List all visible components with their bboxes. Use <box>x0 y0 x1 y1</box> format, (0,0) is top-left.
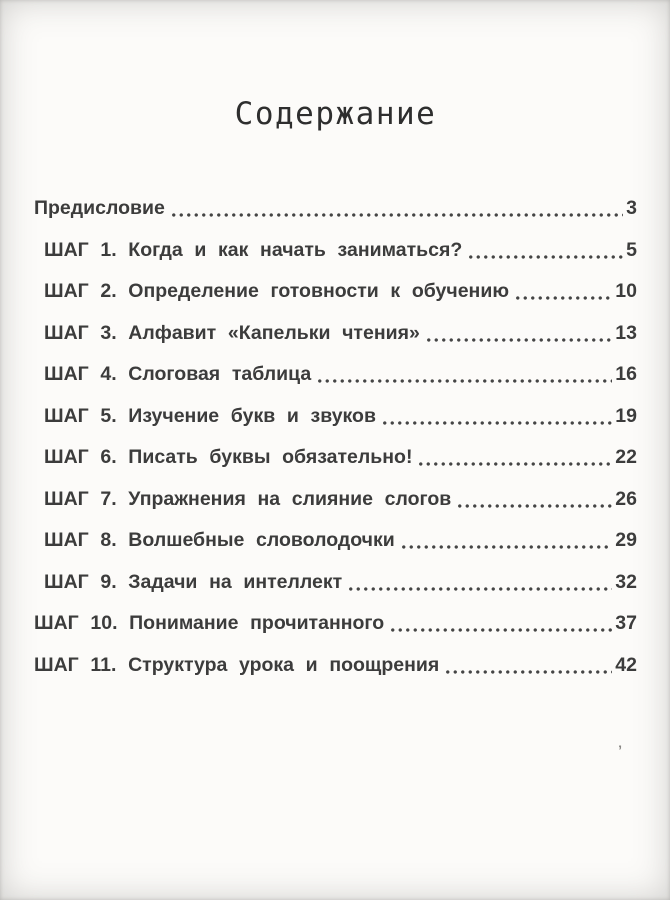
toc-entry-label: ШАГ 2. Определение готовности к обучению <box>44 280 509 302</box>
dot-leader <box>417 462 612 466</box>
toc-entry-label: ШАГ 7. Упражнения на слияние слогов <box>44 487 452 510</box>
toc-entry-label: ШАГ 6. Писать буквы обязательно! <box>44 446 413 468</box>
toc-entry-label: ШАГ 8. Волшебные словолодочки <box>44 529 395 551</box>
toc-entry-page: 26 <box>615 487 637 510</box>
toc-entry-page: 29 <box>615 529 637 551</box>
toc-entry <box>34 279 637 303</box>
toc-entry-page: 13 <box>615 321 637 344</box>
toc-entry-page: 32 <box>615 570 637 593</box>
dot-leader <box>381 421 612 425</box>
page-content <box>34 0 637 694</box>
toc-entry-label: Предисловие <box>34 197 165 219</box>
toc-entry-label: ШАГ 5. Изучение букв и звуков <box>44 404 376 427</box>
dot-leader <box>347 587 612 591</box>
scan-artifact-speck: ’ <box>618 742 622 758</box>
toc-entry <box>34 570 637 594</box>
toc-entry-page: 5 <box>626 238 637 261</box>
dot-leader <box>316 379 612 383</box>
toc-entry-label: ШАГ 11. Структура урока и поощрения <box>34 653 440 676</box>
dot-leader <box>514 296 612 300</box>
toc-entry-page: 16 <box>615 363 637 385</box>
toc-entry <box>34 321 637 345</box>
toc-entry-page: 22 <box>615 446 637 468</box>
dot-leader <box>425 338 612 342</box>
page-title: Содержание <box>234 96 437 132</box>
toc-entry <box>34 238 637 262</box>
toc-list <box>34 196 637 677</box>
dot-leader <box>400 545 613 549</box>
toc-entry-page: 19 <box>615 404 637 427</box>
toc-entry <box>34 653 637 677</box>
toc-entry <box>34 445 637 469</box>
toc-entry-page: 10 <box>615 280 637 302</box>
dot-leader <box>444 670 612 674</box>
toc-entry-label: ШАГ 3. Алфавит «Капельки чтения» <box>44 321 420 344</box>
toc-entry <box>34 528 637 552</box>
toc-entry <box>34 487 637 511</box>
toc-entry <box>34 196 637 220</box>
toc-entry-label: ШАГ 4. Слоговая таблица <box>44 363 312 385</box>
toc-entry-label: ШАГ 10. Понимание прочитанного <box>34 612 385 634</box>
dot-leader <box>467 255 623 259</box>
toc-entry-page: 3 <box>626 197 637 219</box>
toc-entry-label: ШАГ 9. Задачи на интеллект <box>44 570 343 593</box>
toc-entry <box>34 611 637 635</box>
toc-entry-label: ШАГ 1. Когда и как начать заниматься? <box>44 238 463 261</box>
dot-leader <box>170 213 623 217</box>
toc-entry <box>34 362 637 386</box>
dot-leader <box>389 628 612 632</box>
toc-entry <box>34 404 637 428</box>
dot-leader <box>456 504 612 508</box>
toc-entry-page: 42 <box>615 653 637 676</box>
toc-entry-page: 37 <box>615 612 637 634</box>
